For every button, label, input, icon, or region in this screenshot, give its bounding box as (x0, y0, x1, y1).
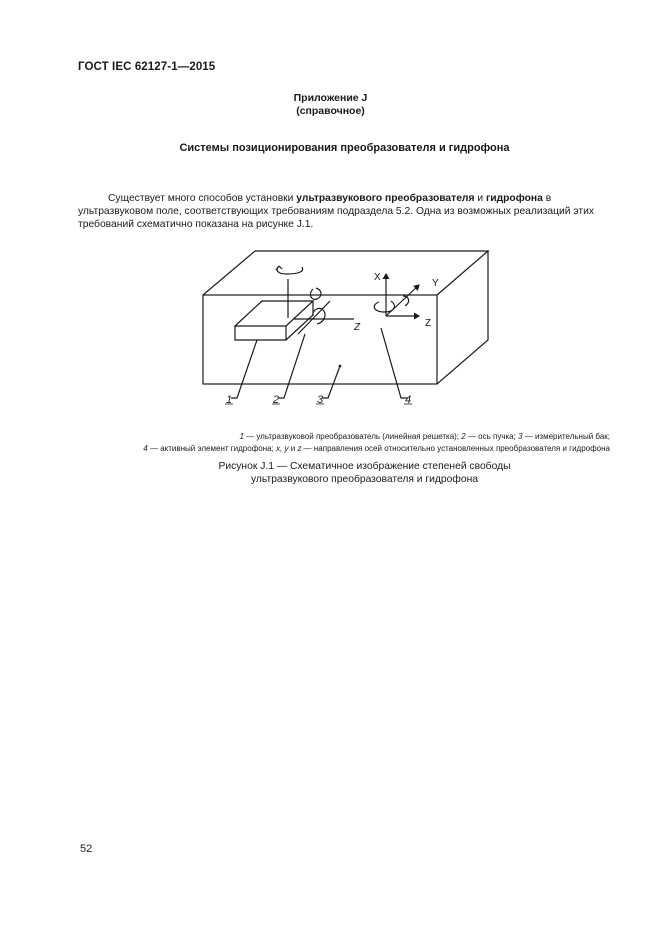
tank-top-face (203, 251, 488, 295)
callout-4: 4 (405, 394, 412, 406)
axis-label-z-transducer: Z (354, 322, 361, 333)
appendix-heading (0, 92, 661, 118)
transducer-body (235, 301, 313, 340)
leader-3 (322, 366, 340, 398)
callout-1: 1 (226, 394, 233, 406)
intro-text-3: в ультразвуковом поле, соответствующих требованиям подраздела 5.2. Одна из возможных реализаций этих требований схематично показана на рисунке J.1. (78, 193, 595, 230)
callout-2: 2 (273, 394, 280, 406)
leader-1 (231, 340, 257, 398)
legend-text-5: — направления осей относительно установленных преобразователя и гидрофона (301, 444, 610, 453)
intro-bold-hydrophone: гидрофона (485, 193, 543, 204)
legend-and: и (288, 444, 298, 453)
legend-text-2: — ось пучка; (465, 432, 519, 441)
leader-2 (278, 334, 305, 398)
intro-bold-transducer: ультразвукового преобразователя (296, 193, 475, 204)
intro-text-1: Существует много способов установки (108, 193, 297, 204)
intro-text-2: и (474, 193, 486, 204)
figure-legend (70, 431, 610, 455)
legend-axes-xy: x, y (276, 444, 289, 453)
legend-text-4: — активный элемент гидрофона; (147, 444, 277, 453)
rotation-arrow-hydrophone-x-icon (374, 301, 394, 312)
caption-line-2: ультразвукового преобразователя и гидрофона (250, 473, 478, 485)
axis-label-z-hydrophone: Z (425, 318, 432, 329)
tank-dot (339, 365, 342, 368)
legend-text-3: — измерительный бак; (522, 432, 610, 441)
legend-num-2: 2 (461, 432, 466, 441)
appendix-title: Приложение J (293, 92, 368, 104)
legend-line-2 (70, 443, 610, 455)
legend-num-4: 4 (143, 444, 148, 453)
rotation-arrowhead-top-icon (276, 266, 282, 270)
positioning-diagram (195, 246, 505, 416)
legend-text-1: — ультразвуковой преобразователь (линейная решетка); (243, 432, 462, 441)
figure-caption (30, 461, 661, 486)
callout-3: 3 (317, 394, 324, 406)
axis-label-x: X (374, 272, 381, 283)
appendix-subtitle: (справочное) (296, 105, 365, 117)
transducer-top (235, 301, 313, 326)
leader-4 (381, 328, 408, 398)
intro-paragraph (78, 192, 618, 231)
legend-line-1 (70, 431, 610, 443)
caption-line-1: Рисунок J.1 — Схематичное изображение степеней свободы (218, 461, 511, 472)
figure-j1 (195, 246, 505, 416)
page-number: 52 (80, 843, 93, 855)
document-code: ГОСТ IEC 62127-1—2015 (78, 61, 216, 73)
rotation-arrow-mid-icon (310, 288, 321, 299)
legend-num-1: 1 (239, 432, 244, 441)
legend-axis-z: z (297, 444, 302, 453)
legend-num-3: 3 (518, 432, 523, 441)
axis-label-y: Y (432, 278, 439, 289)
section-title: Системы позиционирования преобразователя и гидрофона (179, 142, 510, 154)
tank-side-face (437, 251, 488, 384)
